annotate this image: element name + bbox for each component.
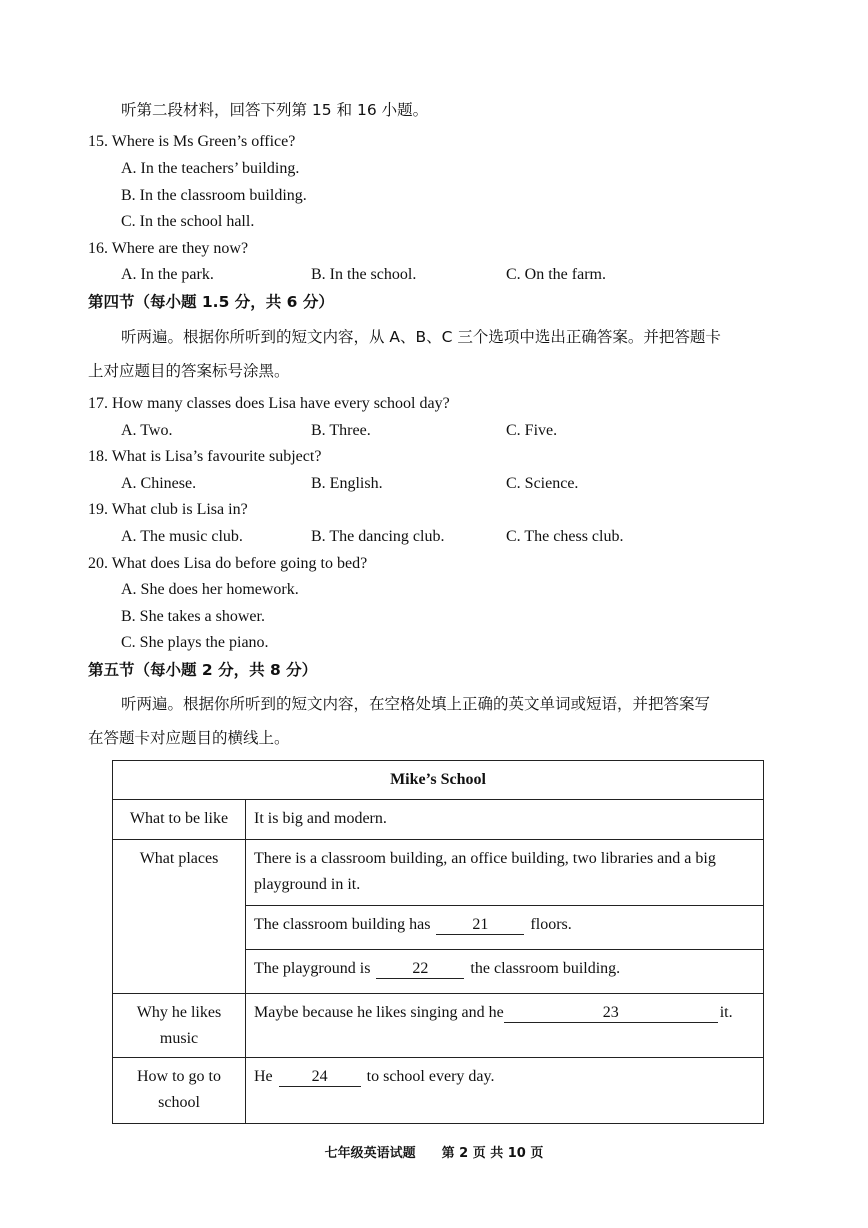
question-18-option-b: B. English. xyxy=(311,475,383,492)
why-music-text-end: it. xyxy=(719,1004,733,1021)
question-17-option-a: A. Two. xyxy=(121,422,173,439)
question-15-stem: 15. Where is Ms Green’s office? xyxy=(88,133,296,150)
classroom-floors-text: The classroom building has xyxy=(254,916,431,933)
question-20-option-b: B. She takes a shower. xyxy=(121,608,265,625)
question-15-option-b: B. In the classroom building. xyxy=(121,187,307,204)
why-music-label-line1: Why he likes xyxy=(136,1004,222,1021)
section-4-instructions-line1: 听两遍。根据你所听到的短文内容，从 A、B、C 三个选项中选出正确答案。并把答题卡 xyxy=(121,328,721,346)
part2-intro: 听第二段材料，回答下列第 15 和 16 小题。 xyxy=(121,101,429,119)
row-label-what-to-be-like: What to be like xyxy=(113,800,246,840)
question-15-option-a: A. In the teachers’ building. xyxy=(121,160,300,177)
section-5-title: 第五节（每小题 2 分，共 8 分） xyxy=(88,661,318,679)
question-16-option-a: A. In the park. xyxy=(121,266,214,283)
row-value-why-music xyxy=(246,994,764,1058)
question-18-option-c: C. Science. xyxy=(506,475,579,492)
question-15-option-c: C. In the school hall. xyxy=(121,213,255,230)
classroom-floors-text-end: floors. xyxy=(530,916,572,933)
how-to-school-label-line2: school xyxy=(158,1094,200,1111)
blank-22[interactable]: 22 xyxy=(376,960,464,979)
playground-text-end: the classroom building. xyxy=(470,960,621,977)
section-4-instructions-line2: 上对应题目的答案标号涂黑。 xyxy=(88,362,290,380)
playground-text: The playground is xyxy=(254,960,371,977)
row-value-what-to-be-like: It is big and modern. xyxy=(246,800,764,840)
section-4-title: 第四节（每小题 1.5 分，共 6 分） xyxy=(88,293,334,311)
row-value-how-to-school xyxy=(246,1058,764,1124)
row-value-playground xyxy=(246,950,764,994)
blank-23[interactable]: 23 xyxy=(504,1004,718,1023)
blank-21[interactable]: 21 xyxy=(436,916,524,935)
row-label-why-music xyxy=(113,994,246,1058)
row-label-how-to-school xyxy=(113,1058,246,1124)
mikes-school-table xyxy=(112,760,764,1124)
section-5-instructions-line2: 在答题卡对应题目的横线上。 xyxy=(88,729,290,747)
table-title: Mike’s School xyxy=(113,761,764,800)
row-label-what-places: What places xyxy=(113,840,246,994)
question-20-option-a: A. She does her homework. xyxy=(121,581,299,598)
why-music-label-line2: music xyxy=(159,1030,199,1047)
section-5-instructions-line1: 听两遍。根据你所听到的短文内容，在空格处填上正确的英文单词或短语，并把答案写 xyxy=(121,695,711,713)
how-to-school-text: He xyxy=(254,1068,273,1085)
row-value-classroom-floors xyxy=(246,906,764,950)
question-16-option-c: C. On the farm. xyxy=(506,266,606,283)
how-to-school-label-line1: How to go to xyxy=(137,1068,221,1085)
question-19-option-a: A. The music club. xyxy=(121,528,243,545)
question-18-option-a: A. Chinese. xyxy=(121,475,197,492)
row-value-places-description: There is a classroom building, an office building, two libraries and a big playground in it. xyxy=(246,840,764,906)
question-20-option-c: C. She plays the piano. xyxy=(121,634,269,651)
page-footer: 七年级英语试题 第 2 页 共 10 页 xyxy=(324,1146,544,1161)
question-17-option-c: C. Five. xyxy=(506,422,558,439)
blank-24[interactable]: 24 xyxy=(279,1068,361,1087)
question-16-stem: 16. Where are they now? xyxy=(88,240,249,257)
question-17-stem: 17. How many classes does Lisa have every school day? xyxy=(88,395,450,412)
question-17-option-b: B. Three. xyxy=(311,422,371,439)
question-19-option-b: B. The dancing club. xyxy=(311,528,445,545)
question-20-stem: 20. What does Lisa do before going to bed? xyxy=(88,555,368,572)
question-19-option-c: C. The chess club. xyxy=(506,528,624,545)
how-to-school-text-end: to school every day. xyxy=(366,1068,495,1085)
question-18-stem: 18. What is Lisa’s favourite subject? xyxy=(88,448,322,465)
question-19-stem: 19. What club is Lisa in? xyxy=(88,501,248,518)
question-16-option-b: B. In the school. xyxy=(311,266,417,283)
why-music-text: Maybe because he likes singing and he xyxy=(254,1004,504,1021)
